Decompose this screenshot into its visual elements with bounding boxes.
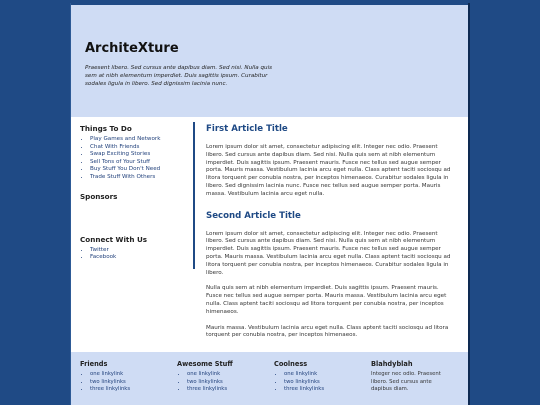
- footer-col-coolness: [274, 360, 354, 394]
- article-title[interactable]: First Article Title: [206, 124, 288, 134]
- things-link[interactable]: Play Games and Network: [90, 136, 161, 142]
- things-item[interactable]: [90, 144, 184, 152]
- article-title[interactable]: Second Article Title: [206, 210, 301, 221]
- sponsors-heading: Sponsors: [80, 191, 118, 201]
- things-link[interactable]: Trade Stuff With Others: [90, 173, 156, 180]
- footer-list: [80, 371, 160, 394]
- footer-heading: Awesome Stuff: [177, 360, 233, 368]
- footer-list: [177, 371, 257, 394]
- things-item[interactable]: [90, 174, 184, 182]
- site-header: [71, 5, 468, 117]
- footer-col-blahdy: [371, 360, 449, 394]
- things-link[interactable]: Chat With Friends: [90, 143, 140, 150]
- main-content: [206, 124, 454, 348]
- footer-link[interactable]: • three linkylinks: [187, 386, 257, 394]
- connect-list: [80, 247, 184, 262]
- things-heading: Things To Do: [80, 124, 132, 133]
- content-area: [71, 117, 468, 351]
- things-link[interactable]: Sell Tons of Your Stuff: [90, 158, 151, 165]
- footer-link[interactable]: • two linkylinks: [284, 379, 354, 387]
- things-item[interactable]: [90, 136, 184, 144]
- things-item[interactable]: [90, 159, 184, 167]
- site-footer: [71, 352, 468, 405]
- footer-link[interactable]: • one linkylink: [187, 371, 257, 379]
- connect-item[interactable]: [90, 254, 184, 262]
- footer-col-awesome: [177, 360, 257, 394]
- page-container: [71, 3, 468, 405]
- site-tagline: Praesent libero. Sed cursus ante dapibus diam. Sed nisi. Nulla quis sem at nibh elementum imperdiet. Duis sagittis ipsum. Curabitur sodales ligula in libero. Sed dignissim lacinia nunc.: [85, 65, 273, 87]
- site-title[interactable]: ArchiteXture: [85, 41, 179, 56]
- footer-list: [274, 371, 354, 394]
- things-list: [80, 136, 184, 182]
- things-item[interactable]: [90, 151, 184, 159]
- footer-col-friends: [80, 360, 160, 394]
- footer-heading: Blahdyblah: [371, 360, 413, 368]
- article-body: Mauris massa. Vestibulum lacinia arcu eget nulla. Class aptent taciti sociosqu ad litora torquent per conubia nostra, per inceptos himenaeos.: [206, 324, 449, 339]
- footer-text: Integer nec odio. Praesent libero. Sed cursus ante dapibus diam.: [371, 371, 441, 393]
- article-body: Lorem ipsum dolor sit amet, consectetur adipiscing elit. Integer nec odio. Praesent libero. Sed cursus ante dapibus diam. Sed nisi. Nulla quis sem at nibh elementum imperdiet. Duis sagittis ipsum. Praesent mauris. Fusce nec tellus sed augue semper porta. Mauris massa. Vestibulum lacinia arcu eget nulla. Class aptent taciti sociosqu ad litora torquent per conubia nostra, per inceptos himenaeos. Curabitur sodales ligula in libero.: [206, 230, 451, 276]
- sidebar-divider: [193, 122, 195, 269]
- footer-heading: Coolness: [274, 360, 308, 368]
- article-body: Nulla quis sem at nibh elementum imperdiet. Duis sagittis ipsum. Praesent mauris. Fusce nec tellus sed augue semper porta. Mauris massa. Vestibulum lacinia arcu eget nulla. Class aptent taciti sociosqu ad litora torquent per conubia nostra, per inceptos himenaeos.: [206, 285, 447, 315]
- facebook-link[interactable]: Facebook: [90, 254, 117, 261]
- footer-heading: Friends: [80, 360, 108, 368]
- sidebar: [80, 124, 184, 262]
- article-body: Lorem ipsum dolor sit amet, consectetur adipiscing elit. Integer nec odio. Praesent libero. Sed cursus ante dapibus diam. Sed nisi. Nulla quis sem at nibh elementum imperdiet. Duis sagittis ipsum. Praesent mauris. Fusce nec tellus sed augue semper porta. Mauris massa. Vestibulum lacinia arcu eget nulla. Class aptent taciti sociosqu ad litora torquent per conubia nostra, per inceptos himenaeos. Curabitur sodales ligula in libero. Sed dignissim lacinia nunc. Fusce nec tellus sed augue semper porta. Mauris massa. Vestibulum lacinia arcu eget nulla.: [206, 144, 451, 197]
- footer-link[interactable]: • one linkylink: [284, 371, 354, 379]
- footer-link[interactable]: • two linkylinks: [187, 379, 257, 387]
- footer-link[interactable]: • three linkylinks: [90, 386, 160, 394]
- footer-link[interactable]: • one linkylink: [90, 371, 160, 379]
- footer-link[interactable]: • three linkylinks: [284, 386, 354, 394]
- twitter-link[interactable]: Twitter: [90, 246, 109, 253]
- things-item[interactable]: [90, 166, 184, 174]
- things-link[interactable]: Swap Exciting Stories: [90, 151, 151, 158]
- connect-heading: Connect With Us: [80, 234, 148, 244]
- footer-link[interactable]: • two linkylinks: [90, 379, 160, 387]
- connect-item[interactable]: [90, 247, 184, 255]
- things-link[interactable]: Buy Stuff You Don't Need: [90, 166, 161, 173]
